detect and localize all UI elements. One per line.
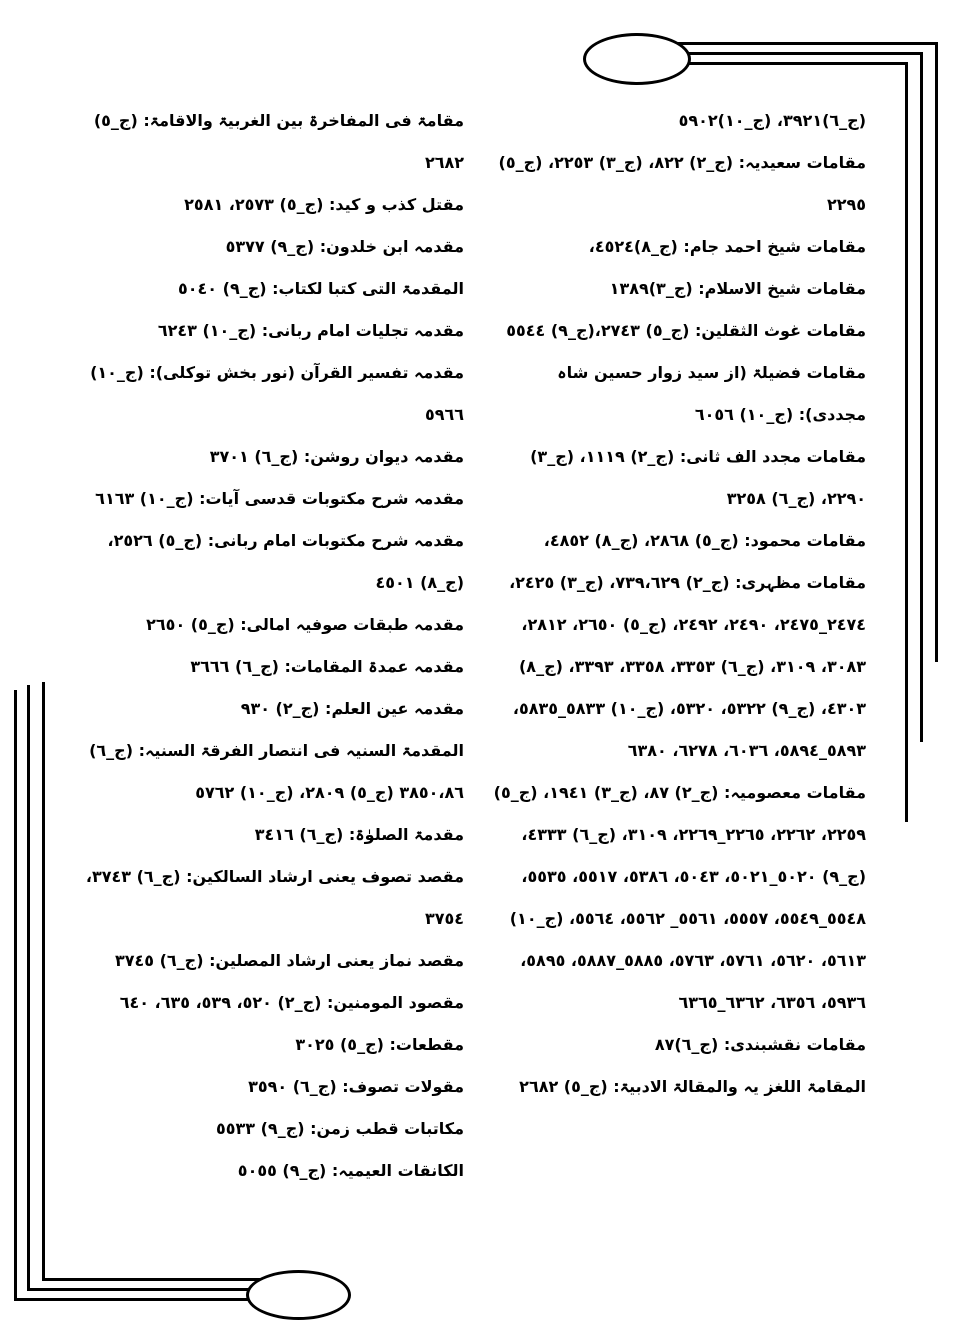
index-entry: مقامات محمود: (ج_٥) ٢٨٦٨، (ج_٨) ٤٨٥٢، (543, 531, 866, 550)
index-entry: مقامات مظہری: (ج_٢) ٧٣٩،٦٢٩، (ج_٣) ٢٤٢٥، ٢٤٧٤_٢٤٧٥، ٢٤٩٠، ٢٤٩٢، (ج_٥) ٢٦٥٠، ٢٨١٢، ٣٠٨٣، ٣١٠٩، (ج_٦) ٣٣٥٣، ٣٣٥٨، ٣٣٩٣، (ج_٨) ٤٣٠٣، (ج_٩) ٥٣٢٢، ٥٣٢٠، (ج_١٠) ٥٨٣٣_٥٨٣٥، ٥٨٩٣_٥٨٩٤، ٦٠٣٦، ٦٢٧٨، ٦٣٨٠ (509, 573, 866, 760)
index-entry: مقصود المومنین: (ج_٢) ٥٢٠، ٥٣٩، ٦٣٥، ٦٤٠ (119, 993, 464, 1012)
frame-bottom-oval (246, 1270, 351, 1320)
index-entry: مکاتبات قطب زمن: (ج_٩) ٥٥٣٣ (215, 1119, 464, 1138)
index-entry: مقدمہ عین العلم: (ج_٢) ٩٣٠ (240, 699, 464, 718)
index-entry: (ج_٦)٣٩٢١، (ج_١٠)٥٩٠٢ (678, 111, 866, 130)
index-entry: المقامۃ اللغز یہ والمقالۃ الادبیۃ: (ج_٥) ٢٦٨٢ (519, 1077, 866, 1096)
index-entry: الکانقات العیمیہ: (ج_٩) ٥٠٥٥ (237, 1161, 464, 1180)
index-entry: مقدمہ شرح مکتوبات امام ربانی: (ج_٥) ٢٥٢٦، (ج_٨) ٤٥٠١ (107, 531, 464, 592)
frame-right-line-mid (920, 52, 923, 742)
frame-right-line-inner (905, 62, 908, 822)
index-entry: مقطعات: (ج_٥) ٣٠٢٥ (295, 1035, 464, 1054)
index-entry: مقدمہ شرح مکتوبات قدسی آیات: (ج_١٠) ٦١٦٣ (95, 489, 464, 508)
index-entry: مقتل کذب و کید: (ج_٥) ٢٥٧٣، ٢٥٨١ (184, 195, 464, 214)
index-entry: المقدمۃ التی کتبا لکتاب: (ج_٩) ٥٠٤٠ (177, 279, 464, 298)
index-entry: مقامات شیخ احمد جام: (ج_٨)٤٥٢٤، (588, 237, 866, 256)
index-entry: مقامات مجدد الف ثانی: (ج_٢) ١١١٩، (ج_٣) ٢٢٩٠، (ج_٦) ٣٢٥٨ (530, 447, 866, 508)
index-entry: مقصد تصوف یعنی ارشاد السالکین: (ج_٦) ٣٧٤٣، ٣٧٥٤ (85, 867, 464, 928)
index-entry: مقامات سعیدیہ: (ج_٢) ٨٢٢، (ج_٣) ٢٢٥٣، (ج_٥) ٢٢٩٥ (498, 153, 866, 214)
frame-left-line-inner (42, 682, 45, 1280)
index-entry: مقولات تصوف: (ج_٦) ٣٥٩٠ (248, 1077, 464, 1096)
frame-right-line-outer (935, 42, 938, 662)
frame-top-line-outer (650, 42, 935, 45)
index-column-left (80, 100, 464, 1192)
index-entry: مقامات نقشبندی: (ج_٦)٨٧ (654, 1035, 866, 1054)
index-entry: مقدمہ طبقات صوفیہ امالی: (ج_٥) ٢٦٥٠ (146, 615, 464, 634)
frame-left-line-outer (14, 690, 17, 1300)
index-column-right (492, 100, 866, 1108)
index-entry: مقامات شیخ الاسلام: (ج_٣)١٣٨٩ (609, 279, 866, 298)
index-entry: مقامات معصومیہ: (ج_٢) ٨٧، (ج_٣) ١٩٤١، (ج_٥) ٢٢٥٩، ٢٢٦٢، ٢٢٦٥_٢٢٦٩، ٣١٠٩، (ج_٦) ٤٣٣٣، (ج_٩) ٥٠٢٠_٥٠٢١، ٥٠٤٣، ٥٣٨٦، ٥٥١٧، ٥٥٣٥، ٥٥٤٨_٥٥٤٩، ٥٥٥٧، ٥٥٦١_ ٥٥٦٢، ٥٥٦٤، (ج_١٠) ٥٦١٣، ٥٦٢٠، ٥٧٦١، ٥٧٦٣، ٥٨٨٥_٥٨٨٧، ٥٨٩٥، ٥٩٣٦، ٦٣٥٦، ٦٣٦٢_٦٣٦٥ (493, 783, 866, 1012)
index-entry: مقدمہ تفسیر القرآن (نور بخش توکلی): (ج_١٠) ٥٩٦٦ (90, 363, 464, 424)
index-entry: مقامۃ فی المفاخرۃ بین الغربیۃ والاقامۃ: (ج_٥) ٢٦٨٢ (93, 111, 464, 172)
index-entry: مقامات غوث الثقلین: (ج_٥) ٢٧٤٣،(ج_٩) ٥٥٤٤ (506, 321, 866, 340)
index-entry: مقدمہ عمدۃ المقامات: (ج_٦) ٣٦٦٦ (190, 657, 464, 676)
index-entry: مقامات فضیلۃ (از سید زوار حسین شاہ مجددی): (ج_١٠) ٦٠٥٦ (557, 363, 866, 424)
index-entry: المقدمۃ السنیہ فی انتصار الفرقۃ السنیہ: (ج_٦) ٣٨٥٠،٨٦ (ج_٥) ٢٨٠٩، (ج_١٠) ٥٧٦٢ (89, 741, 464, 802)
frame-left-line-mid (27, 685, 30, 1290)
index-entry: مقدمۃ الصلوٰۃ: (ج_٦) ٣٤١٦ (254, 825, 464, 844)
index-entry: مقدمہ دیوان روشن: (ج_٦) ٣٧٠١ (209, 447, 464, 466)
frame-top-oval (583, 33, 691, 85)
index-entry: مقدمہ ابن خلدون: (ج_٩) ٥٣٧٧ (225, 237, 464, 256)
index-entry: مقدمہ تجلیات امام ربانی: (ج_١٠) ٦٢٤٣ (157, 321, 464, 340)
index-entry: مقصد نماز یعنی ارشاد المصلین: (ج_٦) ٣٧٤٥ (114, 951, 464, 970)
